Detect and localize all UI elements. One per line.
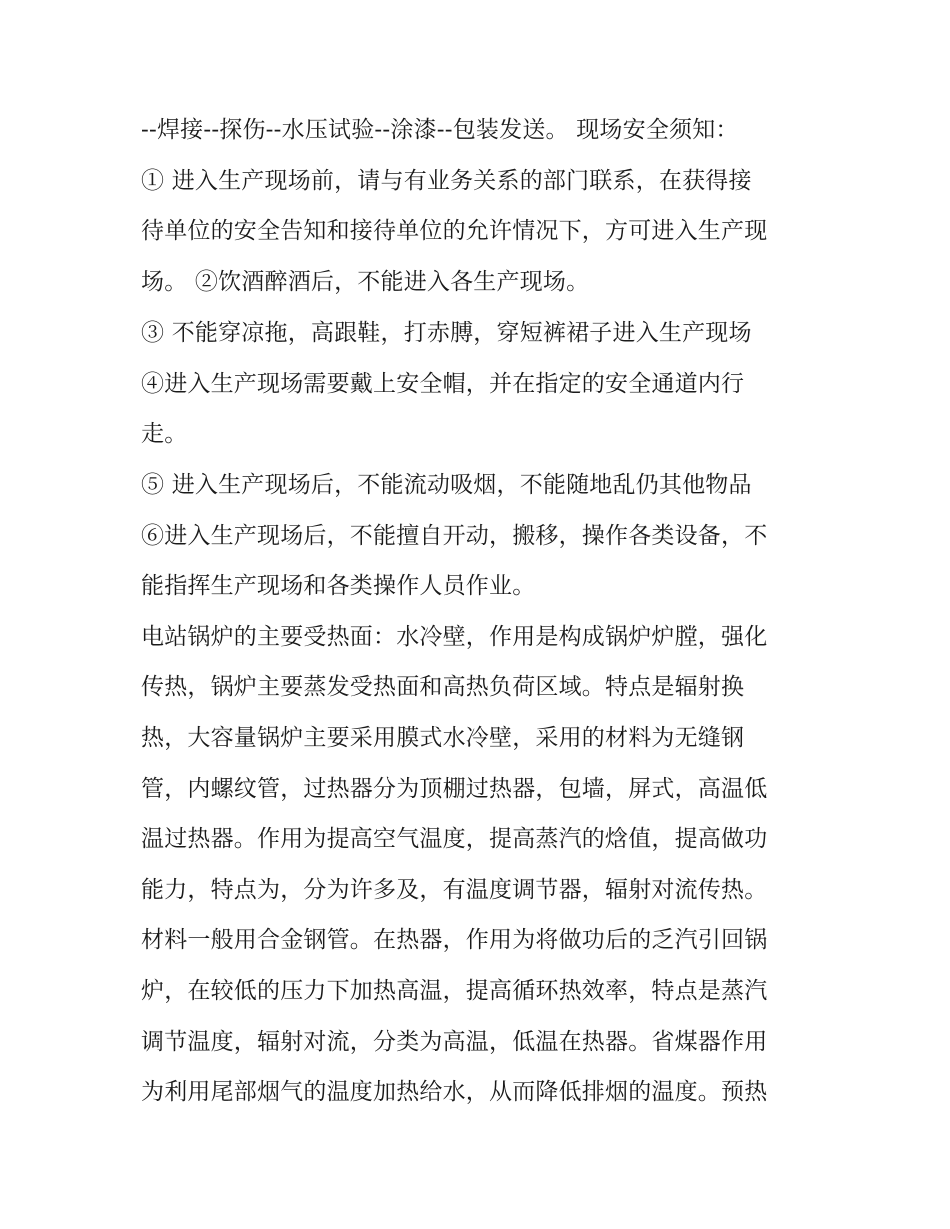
text-line: ⑥进入生产现场后，不能擅自开动，搬移，操作各类设备，不 bbox=[141, 523, 768, 549]
text-line: 能力，特点为，分为许多及，有温度调节器，辐射对流传热。 bbox=[141, 877, 768, 903]
text-line: 材料一般用合金钢管。在热器，作用为将做功后的乏汽引回锅 bbox=[141, 927, 768, 953]
text-line: 炉，在较低的压力下加热高温，提高循环热效率，特点是蒸汽 bbox=[141, 978, 768, 1004]
text-line: ⑤ 进入生产现场后，不能流动吸烟，不能随地乱仍其他物品 bbox=[141, 472, 752, 498]
text-line: 场。 ②饮酒醉酒后，不能进入各生产现场。 bbox=[141, 269, 590, 295]
text-line: 能指挥生产现场和各类操作人员作业。 bbox=[141, 573, 536, 599]
text-line: 电站锅炉的主要受热面：水冷壁，作用是构成锅炉炉膛，强化 bbox=[141, 624, 768, 650]
text-line: 热，大容量锅炉主要采用膜式水冷壁，采用的材料为无缝钢 bbox=[141, 725, 745, 751]
text-line: 管，内螺纹管，过热器分为顶棚过热器，包墙，屏式，高温低 bbox=[141, 776, 768, 802]
text-line: ① 进入生产现场前，请与有业务关系的部门联系，在获得接 bbox=[141, 168, 752, 194]
text-line: 传热，锅炉主要蒸发受热面和高热负荷区域。特点是辐射换 bbox=[141, 674, 745, 700]
text-line: 调节温度，辐射对流，分类为高温，低温在热器。省煤器作用 bbox=[141, 1029, 768, 1055]
text-line: 温过热器。作用为提高空气温度，提高蒸汽的焓值，提高做功 bbox=[141, 826, 768, 852]
text-line: 待单位的安全告知和接待单位的允许情况下，方可进入生产现 bbox=[141, 218, 768, 244]
text-line: 走。 bbox=[141, 421, 188, 447]
text-line: 为利用尾部烟气的温度加热给水，从而降低排烟的温度。预热 bbox=[141, 1079, 768, 1105]
text-line: ④进入生产现场需要戴上安全帽，并在指定的安全通道内行 bbox=[141, 371, 745, 397]
text-line: --焊接--探伤--水压试验--涂漆--包装发送。 现场安全须知： bbox=[141, 117, 739, 143]
text-line: ③ 不能穿凉拖，高跟鞋，打赤膊，穿短裤裙子进入生产现场 bbox=[141, 320, 752, 346]
